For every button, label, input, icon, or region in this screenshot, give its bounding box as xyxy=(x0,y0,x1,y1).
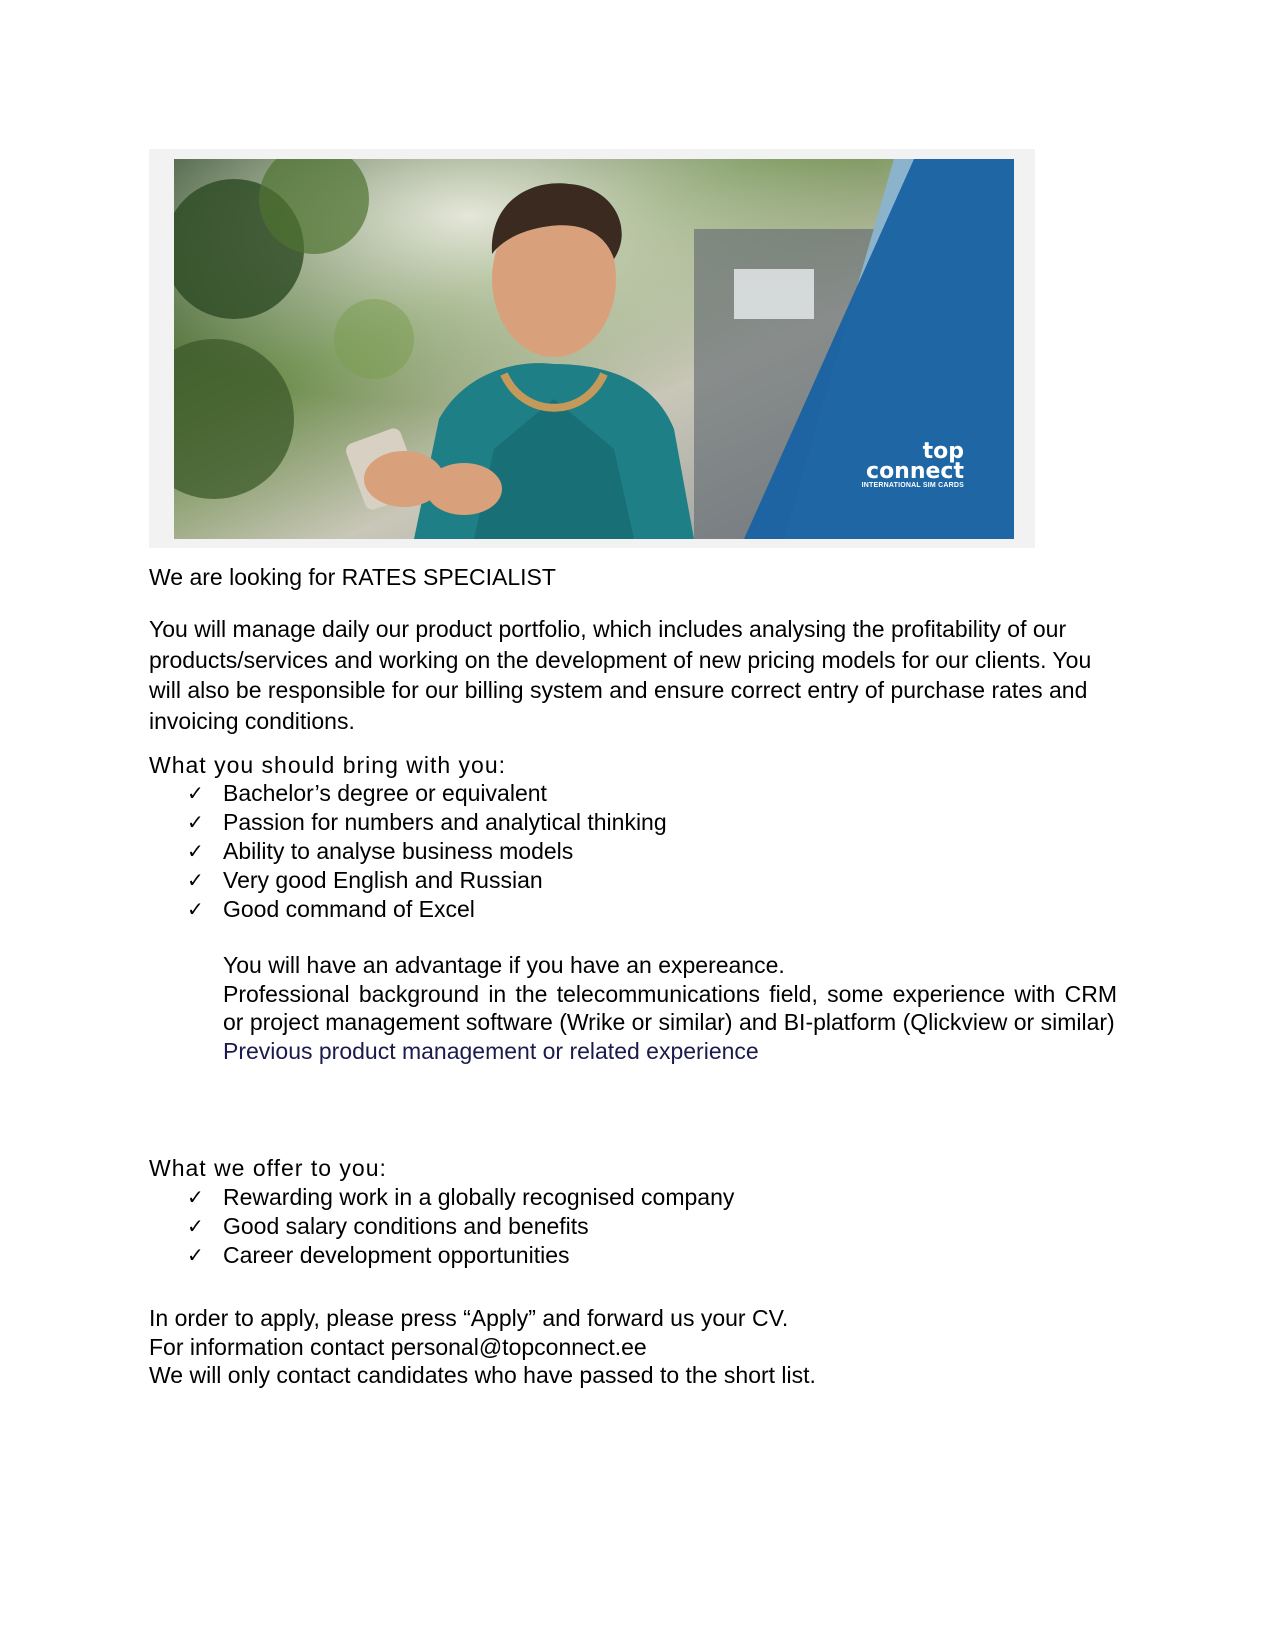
list-item-text: Bachelor’s degree or equivalent xyxy=(223,780,547,806)
list-item xyxy=(149,1183,734,1212)
list-item-text: Career development opportunities xyxy=(223,1242,570,1268)
list-item xyxy=(149,1241,734,1270)
advantage-block xyxy=(223,951,1117,1065)
checkmark-icon: ✓ xyxy=(187,897,204,921)
shortlist-note: We will only contact candidates who have passed to the short list. xyxy=(149,1362,816,1388)
list-item-text: Passion for numbers and analytical thinking xyxy=(223,809,667,835)
banner-frame xyxy=(149,149,1035,548)
checkmark-icon: ✓ xyxy=(187,868,204,892)
contact-info: For information contact personal@topconnect.ee xyxy=(149,1333,647,1360)
offer-heading: What we offer to you: xyxy=(149,1155,387,1181)
checkmark-icon: ✓ xyxy=(187,1214,204,1238)
logo-tagline: INTERNATIONAL SIM CARDS xyxy=(861,482,964,489)
list-item xyxy=(149,1212,734,1241)
list-item-text: Rewarding work in a globally recognised company xyxy=(223,1184,735,1210)
logo-line-1: top xyxy=(922,439,964,464)
advantage-extra: Previous product management or related experience xyxy=(223,1037,759,1064)
apply-instruction: In order to apply, please press “Apply” and forward us your CV. xyxy=(149,1305,789,1331)
job-title: We are looking for RATES SPECIALIST xyxy=(149,564,556,590)
list-item xyxy=(149,895,667,924)
list-item-text: Good command of Excel xyxy=(223,896,475,922)
list-item-text: Good salary conditions and benefits xyxy=(223,1213,589,1239)
offer-list xyxy=(149,1183,734,1270)
list-item-text: Very good English and Russian xyxy=(223,867,543,893)
logo-line-2: connect xyxy=(866,459,964,484)
checkmark-icon: ✓ xyxy=(187,781,204,805)
requirements-heading: What you should bring with you: xyxy=(149,752,507,778)
topconnect-logo xyxy=(861,439,964,489)
checkmark-icon: ✓ xyxy=(187,1243,204,1267)
job-description: You will manage daily our product portfolio, which includes analysing the profitability of our products/services and working on the development of new pricing models for our clients. You will also be responsible for our billing system and ensure correct entry of purchase rates and invoicing conditions. xyxy=(149,616,1092,734)
list-item xyxy=(149,779,667,808)
requirements-list xyxy=(149,779,667,924)
advantage-intro: You will have an advantage if you have an expereance. xyxy=(223,952,785,978)
list-item-text: Ability to analyse business models xyxy=(223,838,574,864)
checkmark-icon: ✓ xyxy=(187,1185,204,1209)
list-item xyxy=(149,808,667,837)
list-item xyxy=(149,837,667,866)
checkmark-icon: ✓ xyxy=(187,810,204,834)
list-item xyxy=(149,866,667,895)
advantage-detail: Professional background in the telecommunications field, some experience with CRM or project management software (Wrike or similar) and BI-platform (Qlickview or similar) xyxy=(223,980,1117,1035)
checkmark-icon: ✓ xyxy=(187,839,204,863)
apply-info xyxy=(149,1304,816,1390)
banner-image xyxy=(174,159,1014,539)
